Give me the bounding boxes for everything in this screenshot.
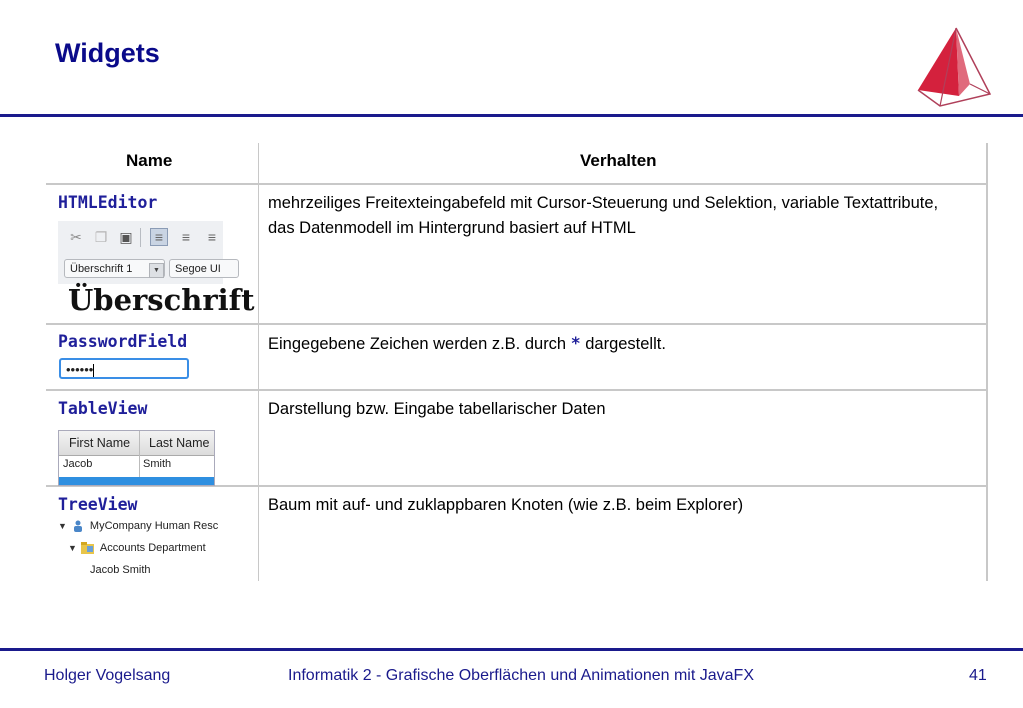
tableview-preview <box>58 430 215 486</box>
paragraph-style-select <box>64 259 165 278</box>
chevron-down-icon: ▼ <box>149 263 164 278</box>
page-number: 41 <box>969 667 987 684</box>
widget-name-passwordfield: PasswordField <box>58 332 188 351</box>
tableview-cell: Jacob <box>63 458 93 470</box>
row-separator <box>46 323 988 325</box>
tableview-column-header: First Name <box>69 436 131 450</box>
widget-description-htmleditor: mehrzeiliges Freitexteingabefeld mit Cursor-Steuerung und Selektion, variable Textattribute, das Datenmodell im Hintergrund basiert auf HTML <box>268 194 939 237</box>
editor-toolbar <box>58 221 223 255</box>
password-mask: •••••• <box>66 362 94 377</box>
expand-arrow-icon: ▼ <box>58 521 67 531</box>
folder-icon <box>81 542 95 554</box>
row-separator <box>46 389 988 391</box>
align-right-icon: ≡ <box>207 229 217 245</box>
widget-table <box>46 143 988 581</box>
table-right-border <box>986 143 988 581</box>
widget-description-tableview: Darstellung bzw. Eingabe tabellarischer Daten <box>268 400 606 418</box>
widget-description-treeview: Baum mit auf- und zuklappbaren Knoten (wie z.B. beim Explorer) <box>268 496 744 514</box>
align-center-icon: ≡ <box>181 229 191 245</box>
widget-name-tableview: TableView <box>58 399 148 418</box>
column-header-behavior: Verhalten <box>580 151 657 170</box>
text-caret <box>93 364 94 377</box>
expand-arrow-icon: ▼ <box>68 543 77 553</box>
editor-content-heading: Überschrift <box>68 283 255 317</box>
header-separator <box>46 183 988 185</box>
tableview-column-divider <box>139 431 140 477</box>
paste-icon: ▣ <box>119 229 133 245</box>
tree-node-label: MyCompany Human Resc <box>89 520 219 532</box>
tableview-selected-row <box>59 477 214 485</box>
footer-course-title: Informatik 2 - Grafische Oberflächen und Animationen mit JavaFX <box>288 667 754 684</box>
widget-description-passwordfield <box>268 331 968 357</box>
tree-node-label: Accounts Department <box>99 542 206 554</box>
style-select-value: Überschrift 1 <box>70 263 133 275</box>
mask-character: * <box>570 334 581 353</box>
toolbar-separator <box>140 228 141 247</box>
font-family-select: Segoe UI <box>169 259 239 278</box>
tree-node-leaf: Jacob Smith <box>90 564 151 576</box>
footer-rule <box>0 648 1023 651</box>
copy-icon: ❐ <box>94 229 108 245</box>
tree-node-root <box>58 520 218 532</box>
description-text: dargestellt. <box>580 335 666 353</box>
slide-title: Widgets <box>55 38 160 68</box>
column-divider <box>258 143 259 581</box>
password-field-preview <box>59 358 189 379</box>
tableview-column-header: Last Name <box>149 436 210 450</box>
tableview-cell: Smith <box>143 458 172 470</box>
people-icon <box>71 520 85 532</box>
widget-name-htmleditor: HTMLEditor <box>58 193 158 212</box>
widget-name-treeview: TreeView <box>58 495 138 514</box>
column-header-name: Name <box>126 151 173 170</box>
treeview-preview <box>58 516 218 581</box>
align-left-icon: ≡ <box>150 228 168 246</box>
tree-node-child <box>68 542 206 554</box>
cut-icon: ✂ <box>70 229 82 245</box>
htmleditor-preview <box>58 221 255 317</box>
description-text: Eingegebene Zeichen werden z.B. durch <box>268 335 571 353</box>
header-rule <box>0 114 1023 117</box>
footer-author: Holger Vogelsang <box>44 667 171 684</box>
editor-format-bar <box>58 254 223 284</box>
university-logo-icon <box>912 24 992 110</box>
